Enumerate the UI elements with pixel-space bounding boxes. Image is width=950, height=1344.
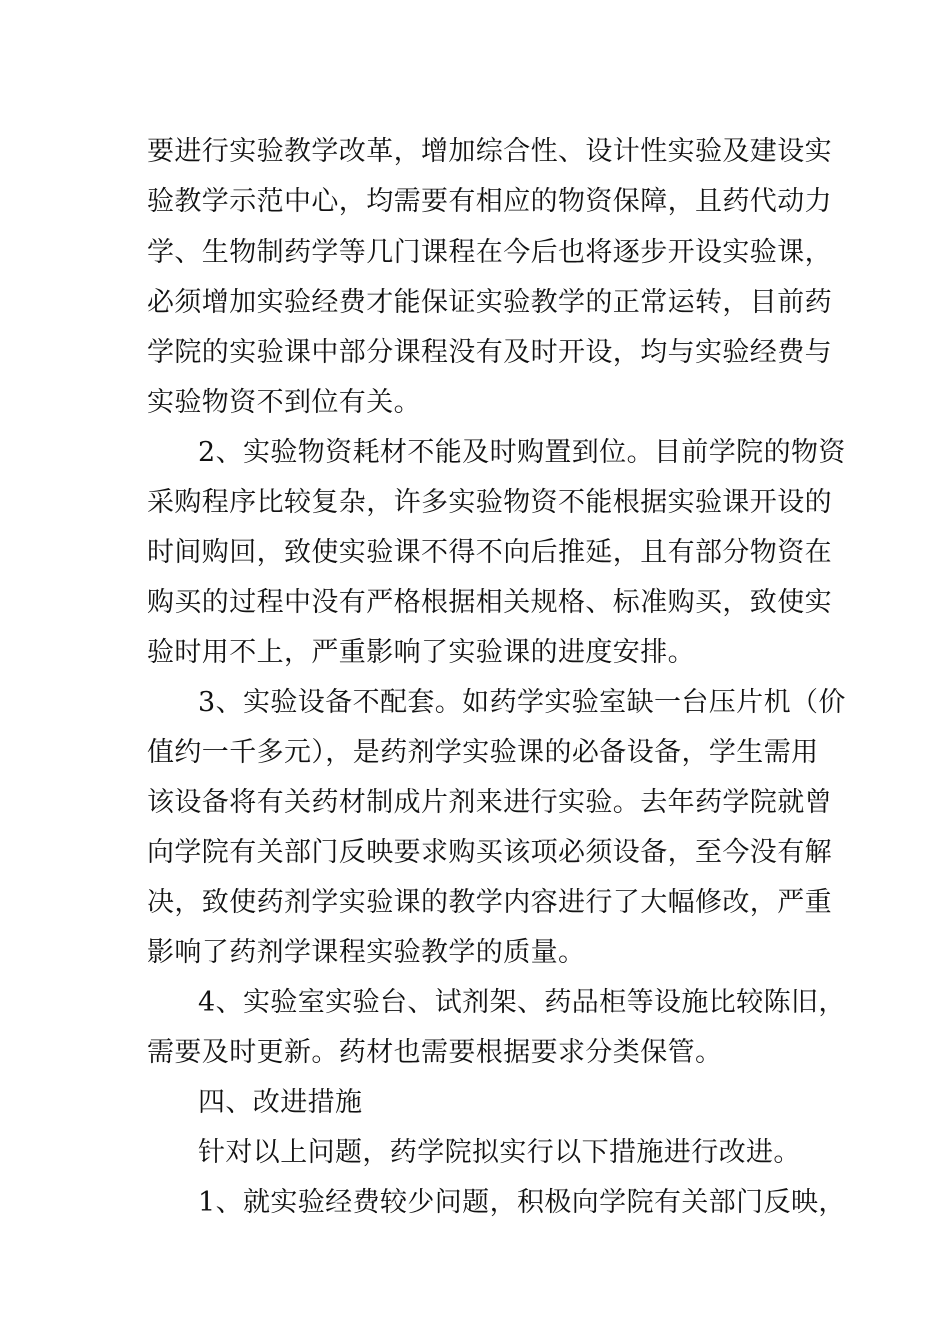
text-line: 验时用不上，严重影响了实验课的进度安排。 (147, 637, 695, 668)
paragraph-start-line: 4、实验室实验台、试剂架、药品柜等设施比较陈旧， (198, 987, 846, 1018)
text-line: 该设备将有关药材制成片剂来进行实验。去年药学院就曾 (147, 787, 832, 818)
text-line: 向学院有关部门反映要求购买该项必须设备，至今没有解 (147, 837, 832, 868)
text-line: 要进行实验教学改革，增加综合性、设计性实验及建设实 (147, 136, 832, 167)
section-heading: 四、改进措施 (198, 1087, 363, 1118)
text-line: 购买的过程中没有严格根据相关规格、标准购买，致使实 (147, 587, 832, 618)
paragraph-start-line: 针对以上问题，药学院拟实行以下措施进行改进。 (198, 1137, 801, 1168)
text-line: 影响了药剂学课程实验教学的质量。 (147, 937, 586, 968)
text-line: 时间购回，致使实验课不得不向后推延，且有部分物资在 (147, 537, 832, 568)
text-line: 必须增加实验经费才能保证实验教学的正常运转，目前药 (147, 287, 832, 318)
paragraph-start-line: 1、就实验经费较少问题，积极向学院有关部门反映， (198, 1187, 846, 1218)
text-line: 决，致使药剂学实验课的教学内容进行了大幅修改，严重 (147, 887, 832, 918)
text-line: 实验物资不到位有关。 (147, 387, 421, 418)
text-line: 学院的实验课中部分课程没有及时开设，均与实验经费与 (147, 337, 832, 368)
text-line: 学、生物制药学等几门课程在今后也将逐步开设实验课， (147, 237, 832, 268)
text-line: 验教学示范中心，均需要有相应的物资保障，且药代动力 (147, 186, 832, 217)
text-line: 值约一千多元），是药剂学实验课的必备设备，学生需用 (147, 737, 819, 768)
paragraph-start-line: 3、实验设备不配套。如药学实验室缺一台压片机（价 (198, 687, 846, 718)
paragraph-start-line: 2、实验物资耗材不能及时购置到位。目前学院的物资 (198, 437, 846, 468)
text-line: 采购程序比较复杂，许多实验物资不能根据实验课开设的 (147, 487, 832, 518)
text-line: 需要及时更新。药材也需要根据要求分类保管。 (147, 1037, 723, 1068)
